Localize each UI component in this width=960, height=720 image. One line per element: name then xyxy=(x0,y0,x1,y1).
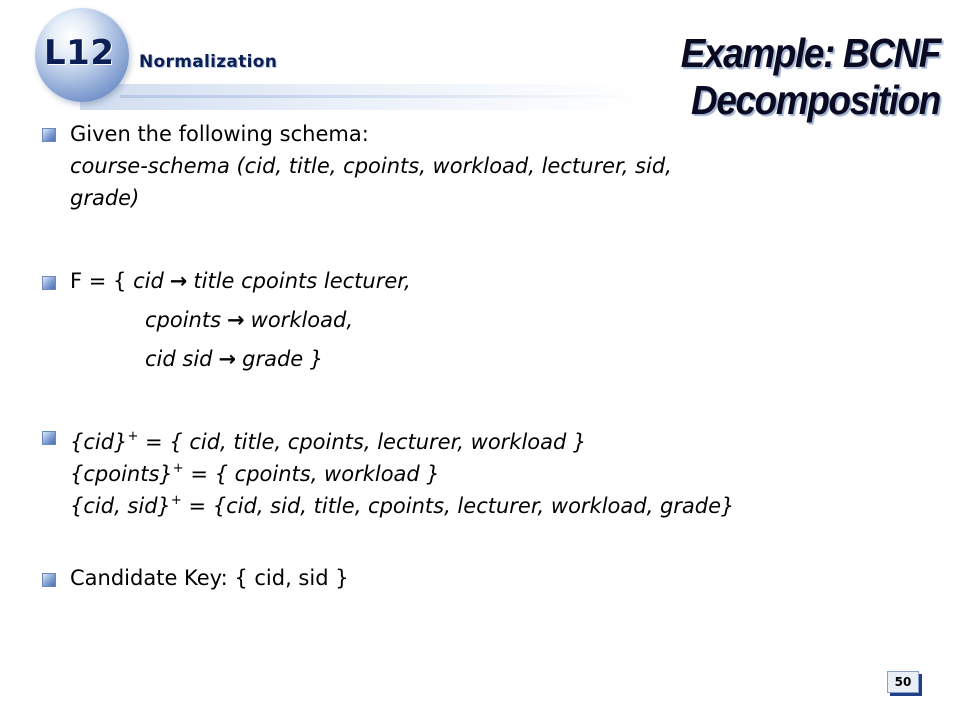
closure3-lhs: {cid, sid} xyxy=(70,494,171,518)
square-bullet-icon xyxy=(42,573,56,587)
arrow-right-icon: → xyxy=(218,347,237,371)
arrow-right-icon: → xyxy=(169,269,188,293)
closure1-lhs: {cid} xyxy=(70,430,128,454)
closure-plus: + xyxy=(172,461,184,476)
fd1-rhs: title cpoints lecturer, xyxy=(193,269,411,293)
closure-plus: + xyxy=(127,429,139,444)
slide-title: Example: BCNF Decomposition xyxy=(680,30,940,123)
closure2-lhs: {cpoints} xyxy=(70,462,173,486)
candidate-key: Candidate Key: { cid, sid } xyxy=(70,566,349,590)
closure1-rhs: = { cid, title, cpoints, lecturer, workload } xyxy=(145,430,587,454)
page-number: 50 xyxy=(887,671,919,693)
section-name: Normalization xyxy=(139,52,278,72)
closure-line-2 xyxy=(70,454,440,489)
fd3-rhs: grade } xyxy=(242,347,324,371)
schema-line-2: grade) xyxy=(70,186,140,210)
lecture-code: L12 xyxy=(44,33,115,73)
fd-line-1 xyxy=(70,266,411,296)
square-bullet-icon xyxy=(42,431,56,445)
closure-line-3 xyxy=(70,486,734,521)
closure-plus: + xyxy=(170,493,182,508)
fd1-lhs: cid xyxy=(133,269,164,293)
fd2-rhs: workload, xyxy=(250,308,354,332)
fd-set-prefix: F = { xyxy=(70,269,127,293)
fd-line-3 xyxy=(145,344,323,374)
square-bullet-icon xyxy=(42,276,56,290)
schema-line-1: course-schema (cid, title, cpoints, workload, lecturer, sid, xyxy=(70,154,672,178)
square-bullet-icon xyxy=(42,128,56,142)
closure2-rhs: = { cpoints, workload } xyxy=(190,462,440,486)
fd-line-2 xyxy=(145,305,353,335)
fd2-lhs: cpoints xyxy=(145,308,222,332)
closure3-rhs: = {cid, sid, title, cpoints, lecturer, workload, grade} xyxy=(188,494,735,518)
closure-line-1 xyxy=(70,422,586,457)
fd3-lhs: cid sid xyxy=(145,347,213,371)
arrow-right-icon: → xyxy=(227,308,245,332)
schema-intro: Given the following schema: xyxy=(70,122,369,146)
